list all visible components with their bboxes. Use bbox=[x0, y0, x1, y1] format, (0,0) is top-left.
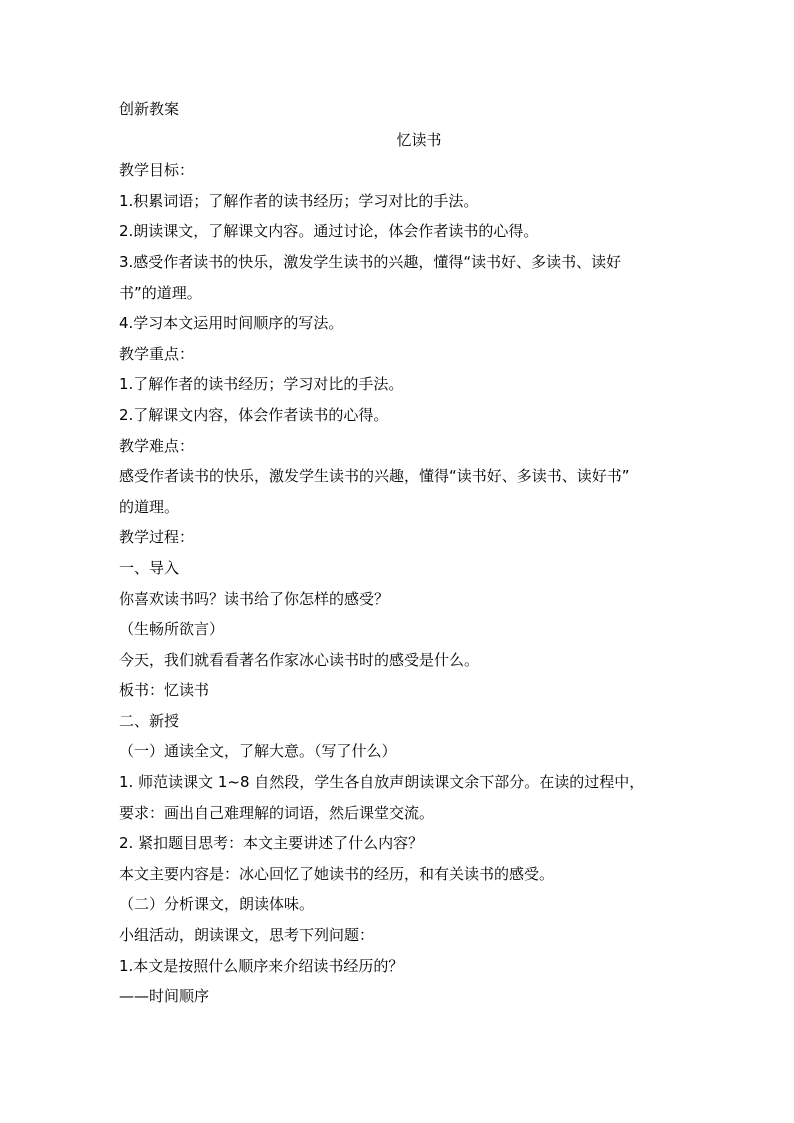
text-line: 今天，我们就看看著名作家冰心读书时的感受是什么。 bbox=[119, 650, 480, 669]
text-line: 1. 师范读课文 1~8 自然段，学生各自放声朗读课文余下部分。在读的过程中， bbox=[119, 773, 645, 792]
text-line: ——时间顺序 bbox=[119, 987, 210, 1006]
text-line: 感受作者读书的快乐，激发学生读书的兴趣，懂得“读书好、多读书、读好书” bbox=[119, 467, 630, 486]
text-line: 教学过程： bbox=[119, 528, 195, 547]
text-line: （一）通读全文，了解大意。（写了什么） bbox=[119, 742, 397, 761]
text-line: 二、新授 bbox=[119, 711, 180, 730]
text-line: 小组活动，朗读课文，思考下列问题： bbox=[119, 926, 375, 945]
document-lines bbox=[119, 155, 699, 1012]
text-line: 2.了解课文内容，体会作者读书的心得。 bbox=[119, 405, 389, 424]
text-line: 2.朗读课文，了解课文内容。通过讨论，体会作者读书的心得。 bbox=[119, 222, 539, 241]
text-line: 教学目标： bbox=[119, 161, 195, 180]
text-line: 教学重点： bbox=[119, 344, 195, 363]
text-line: 1.积累词语；了解作者的读书经历；学习对比的手法。 bbox=[119, 191, 479, 210]
text-line: 1.了解作者的读书经历；学习对比的手法。 bbox=[119, 375, 404, 394]
text-line: 教学难点： bbox=[119, 436, 195, 455]
document-title: 忆读书 bbox=[396, 130, 442, 149]
text-line: 1.本文是按照什么顺序来介绍读书经历的？ bbox=[119, 956, 404, 975]
text-line: 的道理。 bbox=[119, 497, 180, 516]
document-body bbox=[119, 94, 699, 1012]
text-line: 要求：画出自己难理解的词语，然后课堂交流。 bbox=[119, 803, 435, 822]
text-line: 本文主要内容是：冰心回忆了她读书的经历，和有关读书的感受。 bbox=[119, 864, 555, 883]
text-line: 板书：忆读书 bbox=[119, 681, 210, 700]
text-line: 2. 紧扣题目思考：本文主要讲述了什么内容？ bbox=[119, 834, 424, 853]
text-line: 4.学习本文运用时间顺序的写法。 bbox=[119, 314, 344, 333]
text-line: 3.感受作者读书的快乐，激发学生读书的兴趣，懂得“读书好、多读书、读好 bbox=[119, 252, 622, 271]
text-line: （生畅所欲言） bbox=[119, 620, 225, 639]
text-line: （二）分析课文，朗读体味。 bbox=[119, 895, 315, 914]
document-header: 创新教案 bbox=[119, 100, 180, 118]
text-line: 一、导入 bbox=[119, 558, 180, 577]
text-line: 你喜欢读书吗？读书给了你怎样的感受？ bbox=[119, 589, 390, 608]
text-line: 书”的道理。 bbox=[119, 283, 202, 302]
